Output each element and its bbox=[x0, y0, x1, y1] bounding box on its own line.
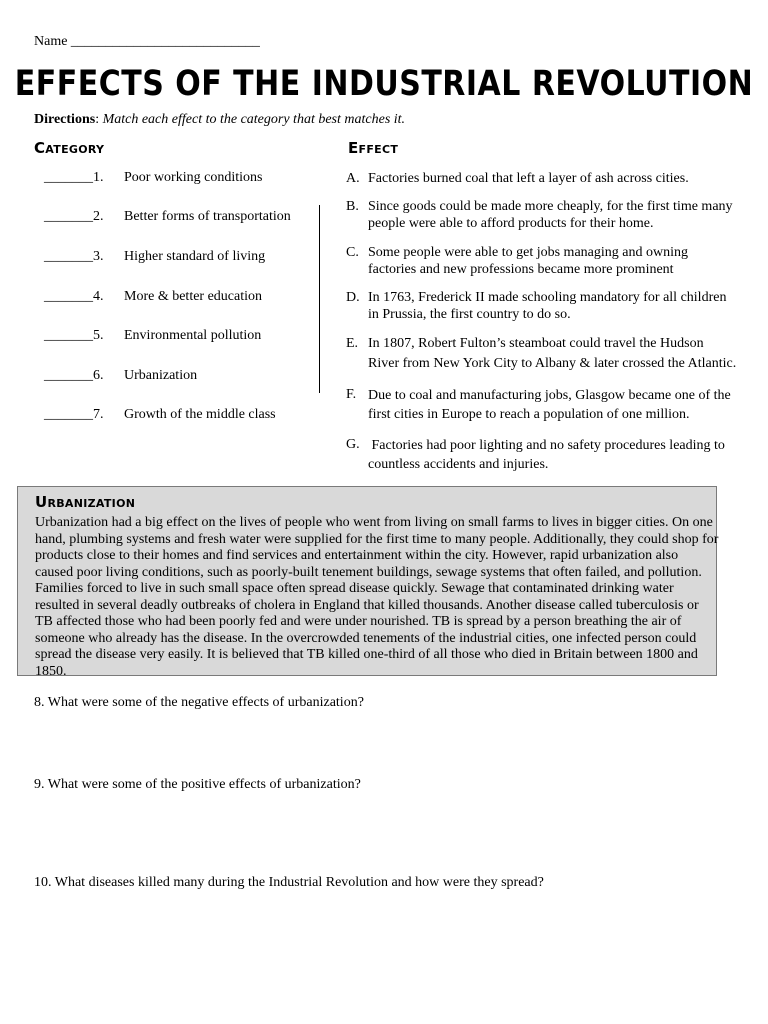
question-8: 8. What were some of the negative effects of urbanization? bbox=[34, 695, 364, 710]
effect-text: Due to coal and manufacturing jobs, Glasgow became one of the first cities in Europe to reach a population of one million. bbox=[368, 388, 731, 422]
category-label: Better forms of transportation bbox=[124, 209, 291, 224]
answer-blank[interactable]: _______2. bbox=[44, 209, 104, 224]
reading-text: Urbanization had a big effect on the lives of people who went from living on small farms to lives in bigger cities. On one hand, plumbing systems and fresh water were supplied for the first time to many people. Additionally, they could shop for products close to their homes and find services and entertainment within the city. However, rapid urbanization also caused poor living conditions, such as poorly-built tenement buildings, sewage systems that often failed, and pollution. Families forced to live in such small space often spread disease quickly. Sewage that contaminated drinking water resulted in several deadly outbreaks of cholera in England that killed thousands. Another disease called tuberculosis or TB affected those who had been poorly fed and were under nourished. TB is spread by a person breathing the air of someone who already has the disease. In the overcrowded tenements of the industrial cities, one infected person could spread the disease very easily. It is believed that TB killed one-third of all those who died in Britain between 1800 and 1850. bbox=[35, 515, 719, 679]
effect-letter: G. bbox=[346, 437, 360, 452]
effect-letter: D. bbox=[346, 290, 360, 305]
effect-text: Some people were able to get jobs managing and owning factories and new professions became more prominent bbox=[368, 245, 688, 277]
reading-passage-box bbox=[17, 486, 719, 679]
category-label: Poor working conditions bbox=[124, 170, 263, 185]
effect-letter: E. bbox=[346, 336, 359, 351]
answer-blank[interactable]: _______3. bbox=[44, 249, 104, 264]
category-heading: Category bbox=[34, 139, 105, 157]
category-label: Urbanization bbox=[124, 368, 198, 383]
column-divider bbox=[319, 205, 320, 393]
category-item bbox=[44, 328, 262, 344]
category-label: Growth of the middle class bbox=[124, 407, 276, 422]
effect-letter: F. bbox=[346, 387, 357, 402]
effect-text: Factories burned coal that left a layer of ash across cities. bbox=[368, 171, 689, 186]
effect-text: In 1807, Robert Fulton’s steamboat could travel the Hudson River from New York City to Albany & later crossed the Atlantic. bbox=[368, 336, 737, 371]
effect-letter: B. bbox=[346, 199, 359, 214]
category-item bbox=[44, 407, 276, 423]
effect-text: Since goods could be made more cheaply, for the first time many people were able to afford products for their home. bbox=[368, 199, 733, 231]
category-item bbox=[44, 249, 266, 265]
category-label: More & better education bbox=[124, 289, 263, 304]
name-field-line: Name ___________________________ bbox=[34, 34, 260, 49]
category-item bbox=[44, 289, 263, 305]
directions-label: Directions bbox=[34, 112, 96, 127]
effect-heading: Effect bbox=[348, 139, 399, 157]
question-10: 10. What diseases killed many during the Industrial Revolution and how were they spread? bbox=[34, 875, 544, 890]
category-label: Environmental pollution bbox=[124, 328, 262, 343]
category-item bbox=[44, 368, 198, 384]
answer-blank[interactable]: _______4. bbox=[44, 289, 104, 304]
answer-blank[interactable]: _______5. bbox=[44, 328, 104, 343]
reading-heading: Urbanization bbox=[35, 493, 136, 511]
worksheet-title: EFFECTS OF THE INDUSTRIAL REVOLUTION bbox=[14, 64, 754, 105]
category-label: Higher standard of living bbox=[124, 249, 266, 264]
question-9: 9. What were some of the positive effects of urbanization? bbox=[34, 777, 361, 792]
effect-letter: C. bbox=[346, 245, 359, 260]
effect-letter: A. bbox=[346, 171, 360, 186]
category-item bbox=[44, 170, 263, 186]
effect-text: In 1763, Frederick II made schooling mandatory for all children in Prussia, the first country to do so. bbox=[368, 290, 727, 322]
answer-blank[interactable]: _______1. bbox=[44, 170, 104, 185]
category-item bbox=[44, 209, 291, 225]
directions-colon: : bbox=[95, 112, 103, 127]
directions-text: Match each effect to the category that best matches it. bbox=[102, 112, 406, 127]
directions bbox=[34, 112, 405, 128]
answer-blank[interactable]: _______7. bbox=[44, 407, 104, 422]
answer-blank[interactable]: _______6. bbox=[44, 368, 104, 383]
effect-text: Factories had poor lighting and no safety procedures leading to countless accidents and injuries. bbox=[368, 438, 729, 472]
